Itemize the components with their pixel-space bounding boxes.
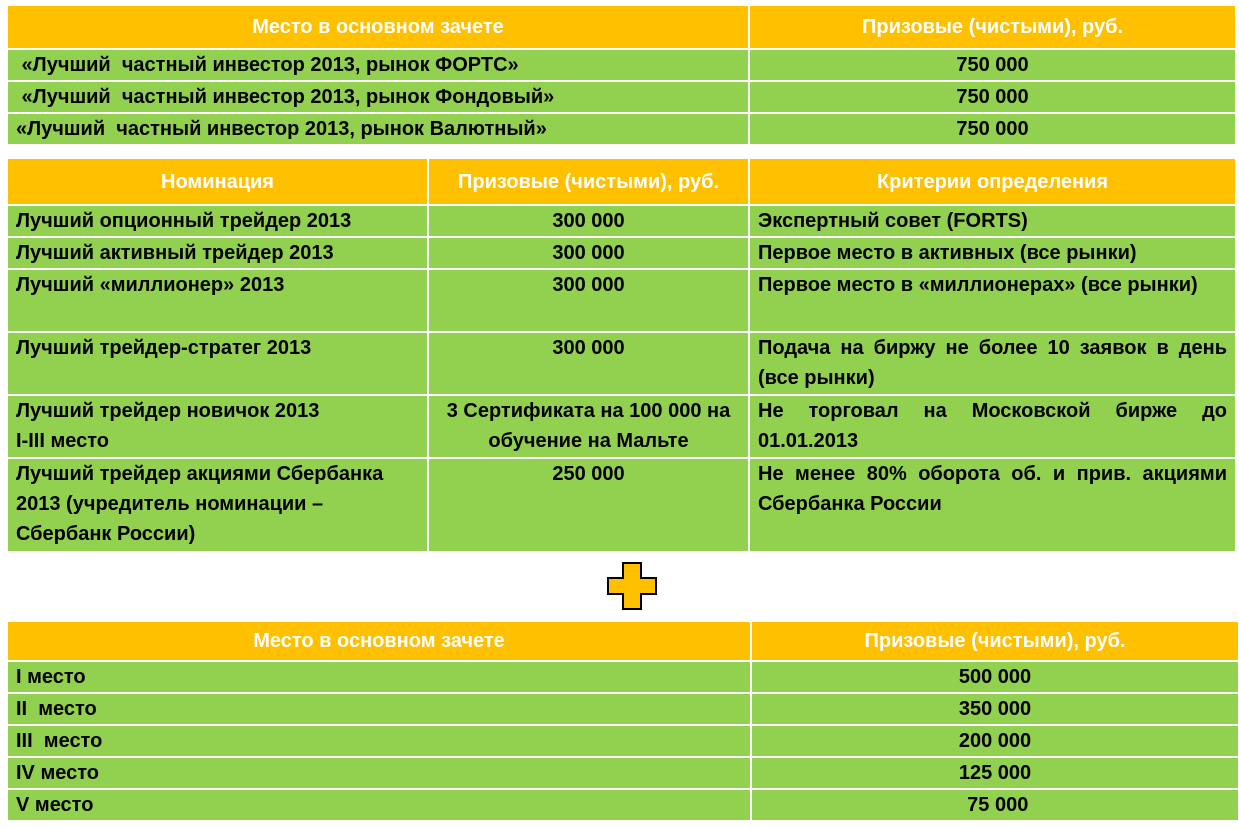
row-name: Лучший трейдер новичок 2013 I-III место <box>7 395 428 458</box>
row-prize: 75 000 <box>751 789 1239 821</box>
row-prize: 300 000 <box>428 237 749 269</box>
row-name: Лучший трейдер акциями Сбербанка 2013 (учредитель номинации – Сбербанк России) <box>7 458 428 552</box>
row-prize: 200 000 <box>751 725 1239 757</box>
table-row <box>7 205 1236 237</box>
row-prize: 500 000 <box>751 661 1239 693</box>
row-name: I место <box>7 661 751 693</box>
table-header-row <box>7 158 1236 205</box>
main-ranking-table <box>6 4 1237 146</box>
row-criteria: Первое место в активных (все рынки) <box>749 237 1236 269</box>
table-header-row <box>7 5 1236 49</box>
row-name: «Лучший частный инвестор 2013, рынок Валютный» <box>7 113 749 145</box>
row-name: II место <box>7 693 751 725</box>
row-prize: 125 000 <box>751 757 1239 789</box>
row-prize: 350 000 <box>751 693 1239 725</box>
table-row <box>7 725 1239 757</box>
row-prize: 750 000 <box>749 81 1236 113</box>
row-criteria: Подача на биржу не более 10 заявок в день (все рынки) <box>749 332 1236 395</box>
table-header-row <box>7 621 1239 661</box>
row-prize: 300 000 <box>428 332 749 395</box>
table-row <box>7 757 1239 789</box>
row-prize: 3 Сертификата на 100 000 на обучение на Мальте <box>428 395 749 458</box>
plus-icon <box>606 561 658 611</box>
table-row <box>7 332 1236 395</box>
header-prize: Призовые (чистыми), руб. <box>428 158 749 205</box>
header-prize: Призовые (чистыми), руб. <box>751 621 1239 661</box>
row-name: Лучший опционный трейдер 2013 <box>7 205 428 237</box>
table-row <box>7 458 1236 552</box>
row-prize: 300 000 <box>428 269 749 332</box>
row-criteria: Первое место в «миллионерах» (все рынки) <box>749 269 1236 332</box>
table-row <box>7 693 1239 725</box>
header-nomination: Номинация <box>7 158 428 205</box>
table-row <box>7 49 1236 81</box>
table-row <box>7 395 1236 458</box>
row-criteria: Не менее 80% оборота об. и прив. акциями Сбербанка России <box>749 458 1236 552</box>
header-place: Место в основном зачете <box>7 5 749 49</box>
table-row <box>7 113 1236 145</box>
row-criteria: Экспертный совет (FORTS) <box>749 205 1236 237</box>
table-row <box>7 237 1236 269</box>
nominations-table <box>6 157 1237 553</box>
row-criteria: Не торговал на Московской бирже до 01.01.2013 <box>749 395 1236 458</box>
table-row <box>7 789 1239 821</box>
row-name: Лучший «миллионер» 2013 <box>7 269 428 332</box>
header-place: Место в основном зачете <box>7 621 751 661</box>
row-name: V место <box>7 789 751 821</box>
row-prize: 250 000 <box>428 458 749 552</box>
table-row <box>7 661 1239 693</box>
row-name: III место <box>7 725 751 757</box>
table-row <box>7 269 1236 332</box>
header-prize: Призовые (чистыми), руб. <box>749 5 1236 49</box>
row-name: «Лучший частный инвестор 2013, рынок ФОРТС» <box>7 49 749 81</box>
row-name: Лучший активный трейдер 2013 <box>7 237 428 269</box>
table-row <box>7 81 1236 113</box>
row-prize: 300 000 <box>428 205 749 237</box>
row-name: Лучший трейдер-стратег 2013 <box>7 332 428 395</box>
row-name: IV место <box>7 757 751 789</box>
places-table <box>6 620 1239 822</box>
row-prize: 750 000 <box>749 113 1236 145</box>
row-name: «Лучший частный инвестор 2013, рынок Фондовый» <box>7 81 749 113</box>
header-criteria: Критерии определения <box>749 158 1236 205</box>
row-prize: 750 000 <box>749 49 1236 81</box>
